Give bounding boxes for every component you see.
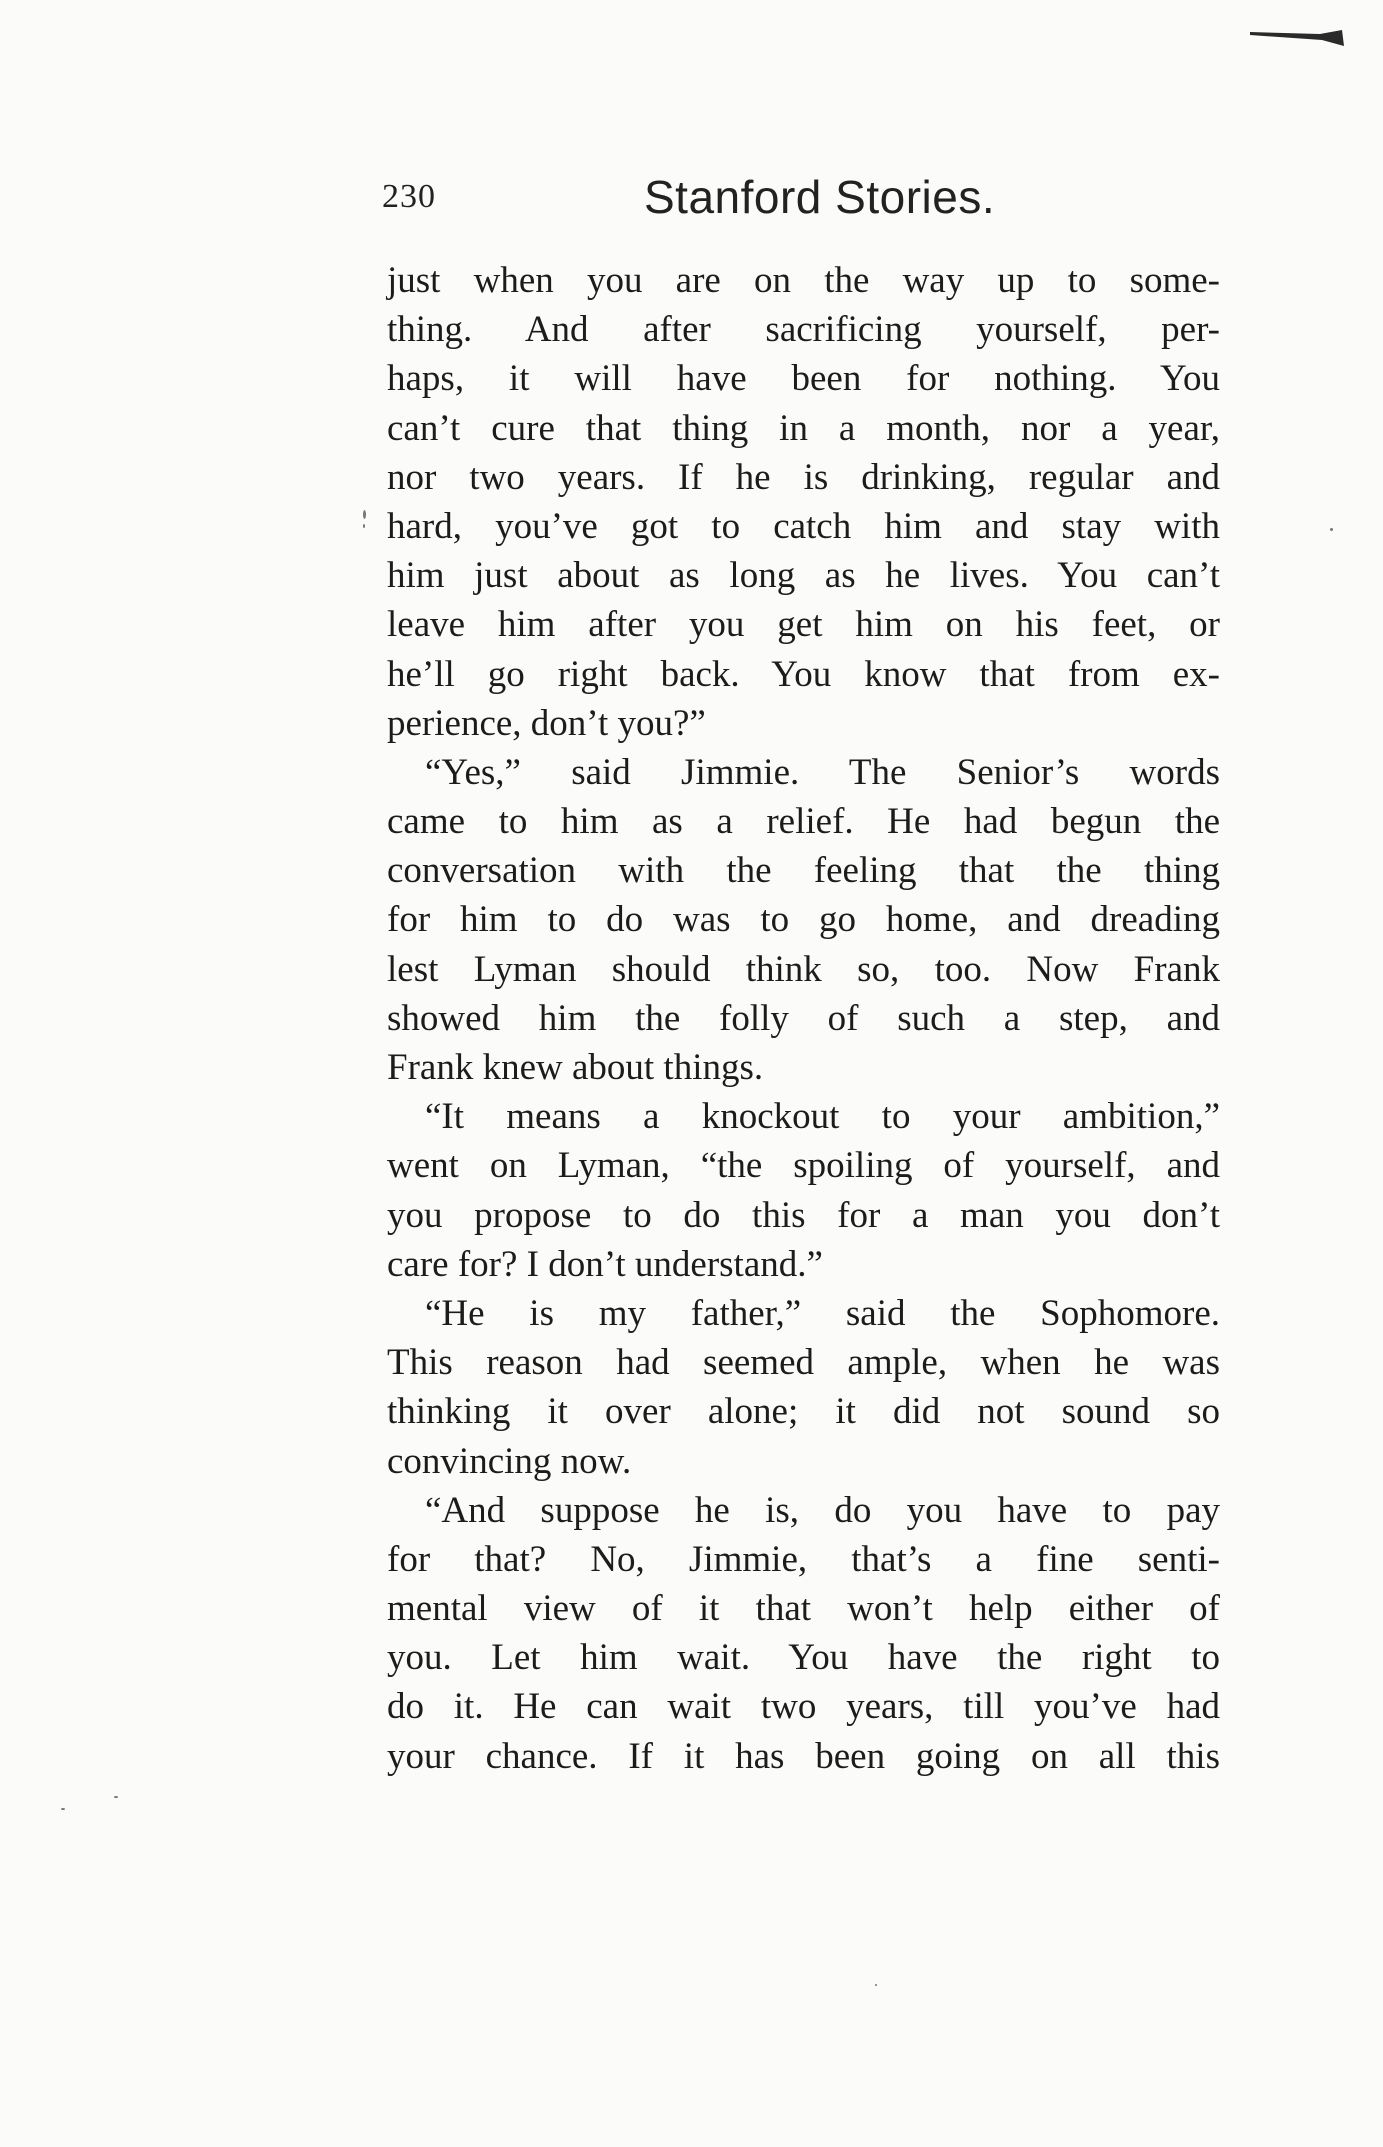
text-line: thing. And after sacrificing yourself, per-: [387, 309, 1220, 351]
scan-speck: [875, 1984, 877, 1986]
text-line: This reason had seemed ample, when he was: [387, 1342, 1220, 1384]
text-line: perience, don’t you?”: [387, 702, 706, 744]
scan-speck: [363, 524, 365, 528]
text-line: care for? I don’t understand.”: [387, 1243, 823, 1285]
text-line: conversation with the feeling that the thing: [387, 850, 1220, 892]
text-line: came to him as a relief. He had begun the: [387, 801, 1220, 843]
paragraph-start: “It means a knockout to your ambition,”: [425, 1096, 1220, 1138]
text-line: convincing now.: [387, 1440, 632, 1482]
text-line: you. Let him wait. You have the right to: [387, 1637, 1220, 1679]
text-line: him just about as long as he lives. You can’t: [387, 555, 1220, 597]
scan-speck: [363, 510, 366, 519]
text-line: lest Lyman should think so, too. Now Frank: [387, 948, 1220, 990]
scan-speck: [1330, 528, 1333, 531]
text-line: Frank knew about things.: [387, 1047, 764, 1088]
body-text: [387, 256, 1220, 1781]
text-line: just when you are on the way up to some-: [387, 260, 1220, 301]
text-line: your chance. If it has been going on all this: [387, 1735, 1220, 1777]
text-line: showed him the folly of such a step, and: [387, 997, 1220, 1039]
scan-speck: [61, 1808, 65, 1810]
paragraph-start: “Yes,” said Jimmie. The Senior’s words: [425, 751, 1220, 793]
paragraph-start: “He is my father,” said the Sophomore.: [425, 1292, 1220, 1334]
text-line: haps, it will have been for nothing. You: [387, 358, 1220, 400]
paragraph-start: “And suppose he is, do you have to pay: [425, 1489, 1220, 1531]
text-line: leave him after you get him on his feet, or: [387, 604, 1220, 646]
scan-speck: [114, 1796, 118, 1798]
page-number: 230: [382, 178, 436, 215]
scan-edge-mark: [1250, 26, 1346, 48]
text-line: you propose to do this for a man you don’t: [387, 1194, 1220, 1236]
text-line: do it. He can wait two years, till you’ve had: [387, 1686, 1220, 1728]
text-line: thinking it over alone; it did not sound so: [387, 1391, 1220, 1433]
text-line: he’ll go right back. You know that from ex-: [387, 653, 1220, 695]
page-header: [370, 170, 1290, 240]
text-line: nor two years. If he is drinking, regular and: [387, 456, 1220, 498]
text-line: for that? No, Jimmie, that’s a fine senti-: [387, 1538, 1220, 1580]
text-line: can’t cure that thing in a month, nor a year,: [387, 407, 1220, 449]
text-line: for him to do was to go home, and dreading: [387, 899, 1220, 941]
text-line: mental view of it that won’t help either of: [387, 1588, 1220, 1630]
running-title: Stanford Stories.: [644, 171, 996, 223]
text-line: hard, you’ve got to catch him and stay with: [387, 505, 1220, 547]
text-line: went on Lyman, “the spoiling of yourself, and: [387, 1145, 1220, 1187]
